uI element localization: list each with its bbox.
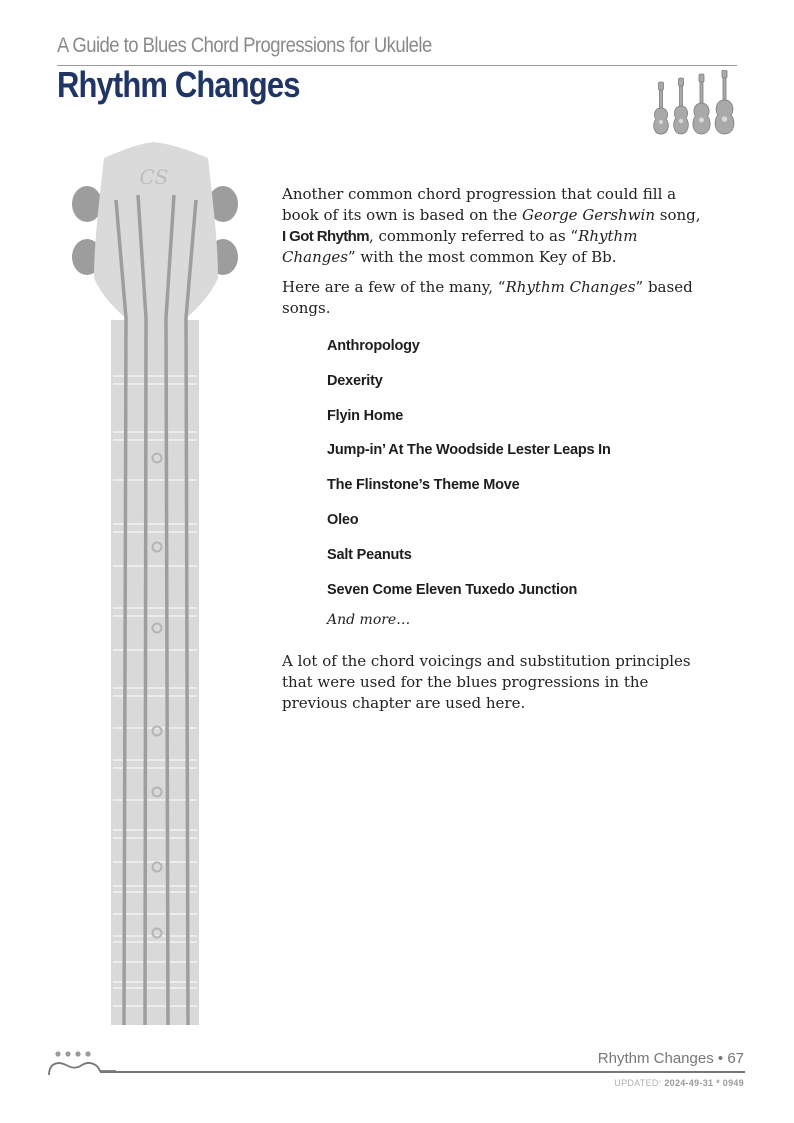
updated-stamp: UPDATED: 2024-49-31 * 0949 bbox=[614, 1078, 744, 1088]
list-item: Oleo bbox=[327, 511, 359, 528]
list-item: Dexerity bbox=[327, 372, 383, 389]
four-ukuleles-icon bbox=[650, 70, 740, 138]
intro-paragraph: Another common chord progression that could fill a book of its own is based on the George Gershwin song, I Got Rhythm, commonly referred to as “Rhythm Changes” with the most common Key of Bb. bbox=[282, 185, 701, 266]
list-item: Seven Come Eleven Tuxedo Junction bbox=[327, 581, 578, 598]
and-more-note: And more… bbox=[327, 612, 411, 629]
song-list bbox=[327, 337, 707, 599]
page-number: 67 bbox=[727, 1050, 744, 1067]
list-item: Salt Peanuts bbox=[327, 546, 412, 563]
list-item: Flyin Home bbox=[327, 407, 404, 424]
running-head: A Guide to Blues Chord Progressions for Ukulele bbox=[57, 34, 432, 57]
ukulele-outline-icon bbox=[46, 1047, 116, 1079]
footer-rule bbox=[100, 1071, 745, 1073]
ukulele-neck-illustration bbox=[66, 140, 246, 1030]
headstock-logo: CS bbox=[139, 165, 169, 189]
list-item: Anthropology bbox=[327, 338, 420, 354]
footer-page-label: Rhythm Changes • 67 bbox=[597, 1050, 744, 1067]
list-item: The Flinstone’s Theme Move bbox=[327, 477, 520, 494]
song-title: I Got Rhythm bbox=[282, 228, 369, 245]
closing-paragraph: A lot of the chord voicings and substitution principles that were used for the blues progressions in the previous chapter are used here. bbox=[282, 652, 691, 713]
composer-name: George Gershwin bbox=[522, 206, 656, 224]
main-content bbox=[282, 184, 707, 714]
list-item: Jump-in’ At The Woodside Lester Leaps In bbox=[327, 442, 611, 459]
list-intro-paragraph: Here are a few of the many, “Rhythm Changes” based songs. bbox=[282, 278, 693, 317]
page-title: Rhythm Changes bbox=[57, 64, 300, 105]
